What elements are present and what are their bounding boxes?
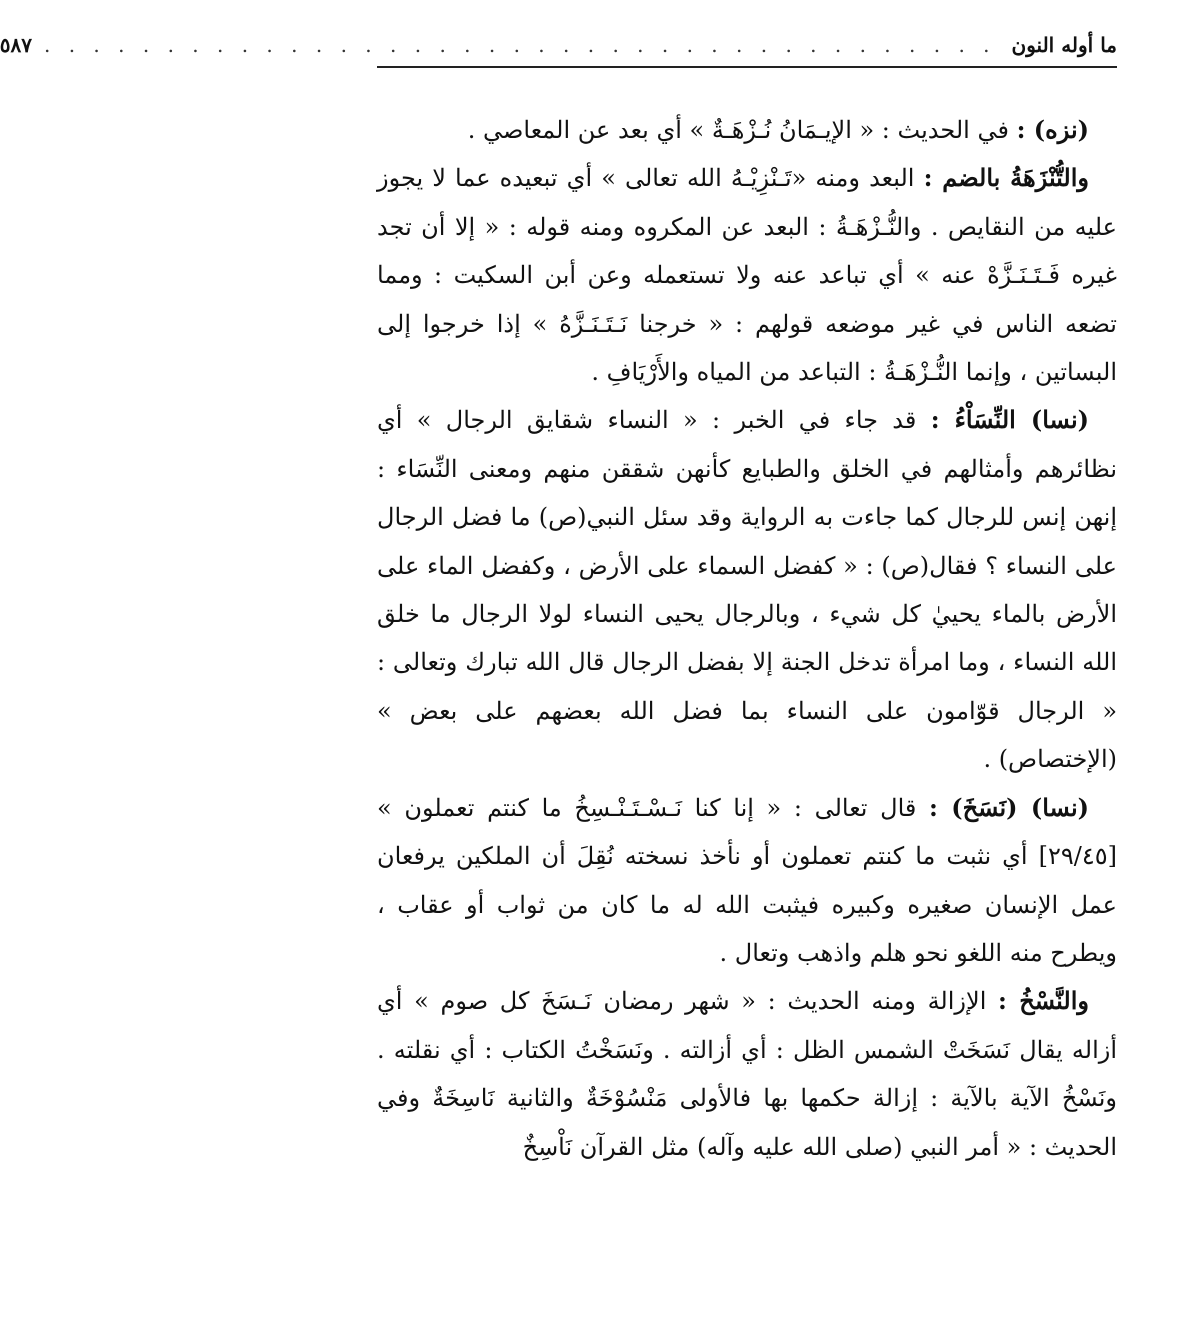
dictionary-page	[0, 24, 1117, 1294]
entry-nzh	[377, 106, 1117, 154]
entry-lemma: (نسا) النِّسَاْءُ :	[930, 405, 1089, 435]
entry-text: البعد ومنه «تَـنْزِيْـهُ الله تعالى » أي تبعيده عما لا يجوز عليه من النقايص . والنُّـزْهَـةُ : البعد عن المكروه ومنه قوله : « إلا أن تجد غيره فَـتَـنَـزَّهْ عنه » أي تباعد عنه ولا تستعمله وعن أبن السكيت : ومما تضعه الناس في غير موضعه قولهم : « خرجنا نَـتَـنَـزَّهُ » إذا خرجوا إلى البساتين ، وإنما النُّـزْهَـةُ : التباعد من المياه والأَرْيَافِ .	[377, 164, 1117, 387]
entry-lemma: (نسا) (نَسَخَ) :	[929, 792, 1089, 822]
entry-text: قد جاء في الخبر : « النساء شقايق الرجال » أي نظائرهم وأمثالهم في الخلق والطبايع كأنهن شققن منهم ومعنى النِّسَاء : إنهن إنس للرجال كما جاءت به الرواية وقد سئل النبي(ص) ما فضل الرجال على النساء ؟ فقال(ص) : « كفضل السماء على الأرض ، وكفضل الماء على الأرض بالماء يحييٰ كل شيء ، وبالرجال يحيى النساء لولا الرجال ما خلق الله النساء ، وما امرأة تدخل الجنة إلا بفضل الرجال قال الله تبارك وتعالى : « الرجال قوّامون على النساء بما فضل الله بعضهم على بعض » (الإختصاص) .	[377, 406, 1117, 774]
entry-lemma: (نزه) :	[1016, 115, 1089, 144]
entry-text: قال تعالى : « إنا كنا نَـسْـتَـنْـسِخُ ما كنتم تعملون » [٢٩/٤٥] أي نثبت ما كنتم تعملون أو نأخذ نسخته نُقِلَ أن الملكين يرفعان عمل الإنسان صغيره وكبيره فيثبت الله له ما كان من ثواب أو عقاب ، ويطرح منه اللغو نحو هلم واذهب وتعال .	[377, 793, 1117, 967]
page-body	[377, 68, 1117, 1171]
entry-naskh	[377, 977, 1117, 1171]
header-title: ما أوله النون	[1011, 33, 1117, 57]
page-number: ٥٨٧	[0, 33, 32, 57]
entry-text: في الحديث : « الإيـمَانُ نُـزْهَـةٌ » أي بعد عن المعاصي .	[467, 116, 1017, 144]
entry-text: الإزالة ومنه الحديث : « شهر رمضان نَـسَخَ كل صوم » أي أزاله يقال نَسَخَتْ الشمس الظل : أي أزالته . ونَسَخْتُ الكتاب : أي نقلته . ونَسْخُ الآية بالآية : إزالة حكمها بها فالأولى مَنْسُوْخَةٌ والثانية نَاسِخَةٌ وفي الحديث : « أمر النبي (صلى الله عليه وآله) مثل القرآن نَاْسِخٌ	[377, 987, 1117, 1161]
entry-nasakha	[377, 784, 1117, 978]
entry-nuzha	[377, 154, 1117, 396]
entry-nisa	[377, 396, 1117, 783]
header-leader-dots: . . . . . . . . . . . . . . . . . . . . . . . . . . . . . . . . . . . . . . .	[44, 33, 996, 57]
entry-lemma: والنَّسْخُ :	[998, 986, 1089, 1016]
running-header	[0, 24, 1117, 68]
entry-lemma: والتُّنْزَهَةُ بالضم :	[923, 163, 1089, 193]
